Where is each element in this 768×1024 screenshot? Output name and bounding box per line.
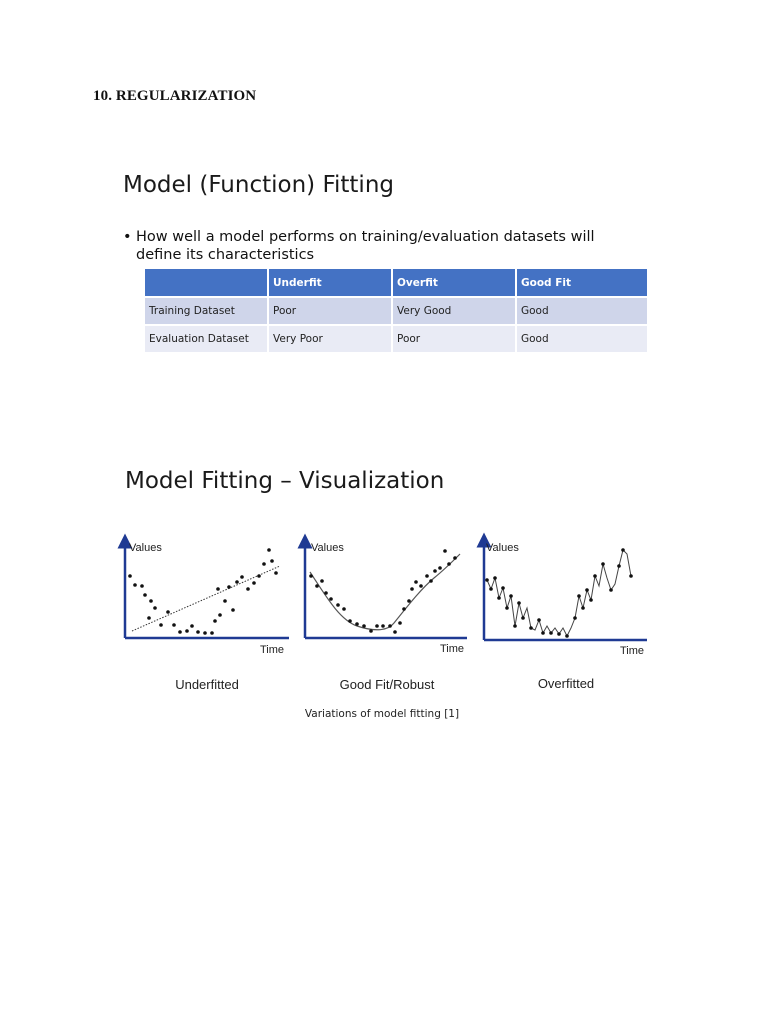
bullet-text: How well a model performs on training/evaluation datasets will define its characteristics [136,229,595,263]
data-points [128,548,278,635]
data-points [309,549,457,634]
fit-curve [310,554,460,630]
figure-caption: Variations of model fitting [1] [304,708,460,720]
table-cell: Good [516,325,648,353]
bullet-icon: • [123,229,132,245]
table-cell: Poor [392,325,516,353]
table-cell: Poor [268,297,392,325]
x-axis-label: Time [620,645,645,657]
fitting-table [145,269,649,354]
bullet-point [123,228,623,264]
fitting-illustration [112,458,652,736]
slide-title: Model Fitting – Visualization [125,468,445,494]
y-axis-label: Values [486,542,519,554]
table-cell: Evaluation Dataset [145,325,268,353]
table-header-cell: Overfit [392,269,516,297]
table-row [145,297,648,325]
table-row [145,325,648,353]
fit-curve [487,550,631,636]
table-header-cell: Good Fit [516,269,648,297]
x-axis-label: Time [260,644,285,656]
y-axis-label: Values [311,542,344,554]
data-points [485,548,633,638]
slide-model-fitting-visualization [112,458,652,736]
plot-label-underfitted: Underfitted [175,677,239,692]
x-axis-label: Time [440,643,465,655]
slide-model-fitting [112,160,652,445]
plot-overfitted [484,540,647,657]
plot-good-fit [305,541,467,655]
table-header-cell: Underfit [268,269,392,297]
table-cell: Training Dataset [145,297,268,325]
plot-label-overfitted: Overfitted [537,676,595,691]
table-cell: Good [516,297,648,325]
table-header-cell [145,269,268,297]
section-heading: 10. REGULARIZATION [93,88,257,104]
plot-underfitted [125,541,289,656]
table-cell: Very Poor [268,325,392,353]
plot-label-good-fit: Good Fit/Robust [339,677,435,692]
y-axis-label: Values [129,542,162,554]
table-header-row [145,269,648,297]
table-cell: Very Good [392,297,516,325]
slide-title: Model (Function) Fitting [123,172,395,198]
